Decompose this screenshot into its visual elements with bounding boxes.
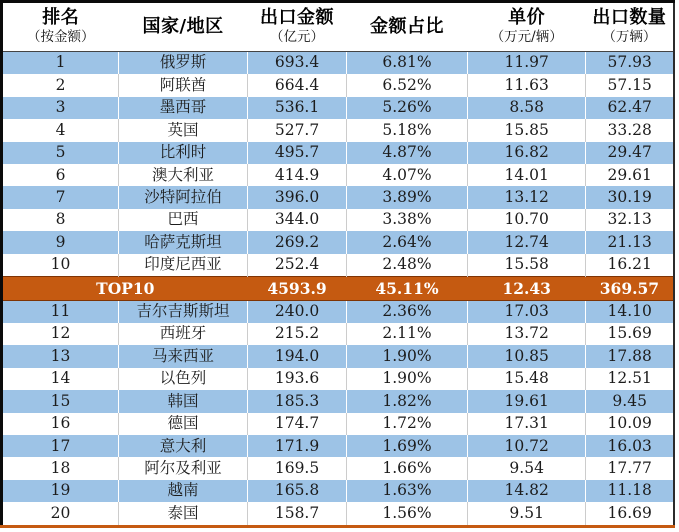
cell-share: 2.64%: [346, 231, 467, 253]
cell-share: 6.81%: [346, 52, 467, 75]
cell-amount: 527.7: [248, 119, 347, 141]
cell-rank: 2: [2, 74, 119, 96]
cell-share: 1.56%: [346, 502, 467, 526]
cell-qty: 17.88: [586, 345, 674, 367]
cell-price: 8.58: [468, 97, 586, 119]
header-amount-unit: （亿元）: [270, 29, 325, 46]
summary-row-top10: [2, 277, 675, 300]
cell-share: 1.72%: [346, 413, 467, 435]
header-country: [119, 2, 248, 52]
cell-country: 印度尼西亚: [119, 254, 248, 277]
cell-country: 英国: [119, 119, 248, 141]
cell-country: 澳大利亚: [119, 164, 248, 186]
header-qty-unit: （万辆）: [602, 29, 657, 46]
header-price-title: 单价: [508, 7, 546, 29]
cell-share: 1.90%: [346, 345, 467, 367]
header-price: [468, 2, 586, 52]
cell-rank: 4: [2, 119, 119, 141]
table-body: [2, 52, 675, 527]
cell-share: 45.11%: [346, 277, 467, 300]
header-qty-title: 出口数量: [592, 7, 667, 29]
cell-qty: 29.61: [586, 164, 674, 186]
cell-price: 12.43: [468, 277, 586, 300]
cell-qty: 9.45: [586, 390, 674, 412]
cell-amount: 4593.9: [248, 277, 347, 300]
cell-share: 1.69%: [346, 435, 467, 457]
cell-price: 14.82: [468, 480, 586, 502]
header-amount-title: 出口金额: [260, 7, 335, 29]
cell-rank: 17: [2, 435, 119, 457]
cell-price: 9.54: [468, 457, 586, 479]
cell-rank: 16: [2, 413, 119, 435]
cell-amount: 194.0: [248, 345, 347, 367]
cell-amount: 185.3: [248, 390, 347, 412]
table-row: [2, 502, 675, 526]
cell-amount: 664.4: [248, 74, 347, 96]
cell-share: 2.36%: [346, 300, 467, 323]
cell-qty: 10.09: [586, 413, 674, 435]
cell-country: 阿联酋: [119, 74, 248, 96]
cell-country: 吉尔吉斯斯坦: [119, 300, 248, 323]
cell-share: 2.11%: [346, 323, 467, 345]
cell-country: 俄罗斯: [119, 52, 248, 75]
cell-amount: 252.4: [248, 254, 347, 277]
header-rank-subtitle: （按金额）: [27, 29, 95, 46]
cell-amount: 158.7: [248, 502, 347, 526]
cell-country: 沙特阿拉伯: [119, 186, 248, 208]
header-share-title: 金额占比: [369, 15, 444, 37]
cell-share: 3.89%: [346, 186, 467, 208]
cell-amount: 169.5: [248, 457, 347, 479]
cell-price: 13.72: [468, 323, 586, 345]
cell-rank: 14: [2, 368, 119, 390]
cell-share: 6.52%: [346, 74, 467, 96]
cell-qty: 32.13: [586, 209, 674, 231]
cell-rank: 6: [2, 164, 119, 186]
cell-rank: 15: [2, 390, 119, 412]
cell-price: 12.74: [468, 231, 586, 253]
header-price-unit: （万元/辆）: [490, 29, 563, 46]
cell-price: 11.97: [468, 52, 586, 75]
cell-amount: 693.4: [248, 52, 347, 75]
cell-share: 5.26%: [346, 97, 467, 119]
cell-amount: 240.0: [248, 300, 347, 323]
cell-amount: 269.2: [248, 231, 347, 253]
cell-qty: 30.19: [586, 186, 674, 208]
cell-country: 巴西: [119, 209, 248, 231]
header-rank: [2, 2, 119, 52]
cell-price: 11.63: [468, 74, 586, 96]
cell-price: 10.70: [468, 209, 586, 231]
header-rank-title: 排名: [42, 7, 80, 29]
cell-qty: 57.93: [586, 52, 674, 75]
cell-qty: 57.15: [586, 74, 674, 96]
cell-share: 4.07%: [346, 164, 467, 186]
cell-amount: 165.8: [248, 480, 347, 502]
cell-rank: 5: [2, 142, 119, 164]
table-row: [2, 323, 675, 345]
cell-amount: 171.9: [248, 435, 347, 457]
cell-country: 泰国: [119, 502, 248, 526]
cell-amount: 344.0: [248, 209, 347, 231]
table-row: [2, 142, 675, 164]
cell-price: 15.85: [468, 119, 586, 141]
cell-price: 13.12: [468, 186, 586, 208]
cell-rank: 18: [2, 457, 119, 479]
table-row: [2, 345, 675, 367]
cell-rank: 8: [2, 209, 119, 231]
cell-qty: 12.51: [586, 368, 674, 390]
table-row: [2, 254, 675, 277]
table-row: [2, 368, 675, 390]
table-row: [2, 435, 675, 457]
cell-amount: 495.7: [248, 142, 347, 164]
cell-qty: 17.77: [586, 457, 674, 479]
table-row: [2, 300, 675, 323]
cell-price: 19.61: [468, 390, 586, 412]
cell-share: 4.87%: [346, 142, 467, 164]
cell-qty: 15.69: [586, 323, 674, 345]
cell-amount: 174.7: [248, 413, 347, 435]
cell-qty: 33.28: [586, 119, 674, 141]
cell-rank: TOP10: [2, 277, 248, 300]
cell-qty: 11.18: [586, 480, 674, 502]
cell-share: 5.18%: [346, 119, 467, 141]
cell-amount: 215.2: [248, 323, 347, 345]
cell-country: 西班牙: [119, 323, 248, 345]
table-row: [2, 231, 675, 253]
cell-country: 比利时: [119, 142, 248, 164]
cell-qty: 369.57: [586, 277, 674, 300]
header-row: [2, 2, 675, 52]
table-row: [2, 209, 675, 231]
cell-price: 17.03: [468, 300, 586, 323]
cell-share: 3.38%: [346, 209, 467, 231]
table-row: [2, 186, 675, 208]
table-row: [2, 119, 675, 141]
cell-price: 14.01: [468, 164, 586, 186]
cell-qty: 62.47: [586, 97, 674, 119]
cell-country: 越南: [119, 480, 248, 502]
cell-share: 1.90%: [346, 368, 467, 390]
cell-country: 意大利: [119, 435, 248, 457]
cell-qty: 14.10: [586, 300, 674, 323]
cell-amount: 396.0: [248, 186, 347, 208]
cell-price: 16.82: [468, 142, 586, 164]
cell-rank: 3: [2, 97, 119, 119]
header-amount: [248, 2, 347, 52]
cell-country: 马来西亚: [119, 345, 248, 367]
table-row: [2, 457, 675, 479]
cell-country: 墨西哥: [119, 97, 248, 119]
cell-qty: 16.21: [586, 254, 674, 277]
cell-share: 1.66%: [346, 457, 467, 479]
cell-share: 1.63%: [346, 480, 467, 502]
cell-rank: 9: [2, 231, 119, 253]
header-share: [346, 2, 467, 52]
cell-rank: 20: [2, 502, 119, 526]
cell-country: 德国: [119, 413, 248, 435]
cell-amount: 193.6: [248, 368, 347, 390]
cell-price: 17.31: [468, 413, 586, 435]
cell-qty: 29.47: [586, 142, 674, 164]
cell-qty: 16.03: [586, 435, 674, 457]
cell-country: 韩国: [119, 390, 248, 412]
cell-rank: 13: [2, 345, 119, 367]
cell-rank: 11: [2, 300, 119, 323]
cell-price: 10.85: [468, 345, 586, 367]
cell-qty: 21.13: [586, 231, 674, 253]
table-row: [2, 413, 675, 435]
cell-country: 阿尔及利亚: [119, 457, 248, 479]
table-row: [2, 52, 675, 75]
table-header: [2, 2, 675, 52]
cell-rank: 10: [2, 254, 119, 277]
table-row: [2, 74, 675, 96]
cell-price: 15.48: [468, 368, 586, 390]
table-row: [2, 164, 675, 186]
cell-amount: 414.9: [248, 164, 347, 186]
table-row: [2, 480, 675, 502]
cell-rank: 19: [2, 480, 119, 502]
cell-share: 2.48%: [346, 254, 467, 277]
header-country-title: 国家/地区: [142, 15, 224, 37]
cell-qty: 16.69: [586, 502, 674, 526]
cell-country: 以色列: [119, 368, 248, 390]
header-qty: [586, 2, 674, 52]
cell-rank: 1: [2, 52, 119, 75]
table-row: [2, 390, 675, 412]
cell-price: 10.72: [468, 435, 586, 457]
cell-price: 9.51: [468, 502, 586, 526]
cell-amount: 536.1: [248, 97, 347, 119]
cell-rank: 12: [2, 323, 119, 345]
table-row: [2, 97, 675, 119]
cell-country: 哈萨克斯坦: [119, 231, 248, 253]
cell-price: 15.58: [468, 254, 586, 277]
cell-share: 1.82%: [346, 390, 467, 412]
cell-rank: 7: [2, 186, 119, 208]
